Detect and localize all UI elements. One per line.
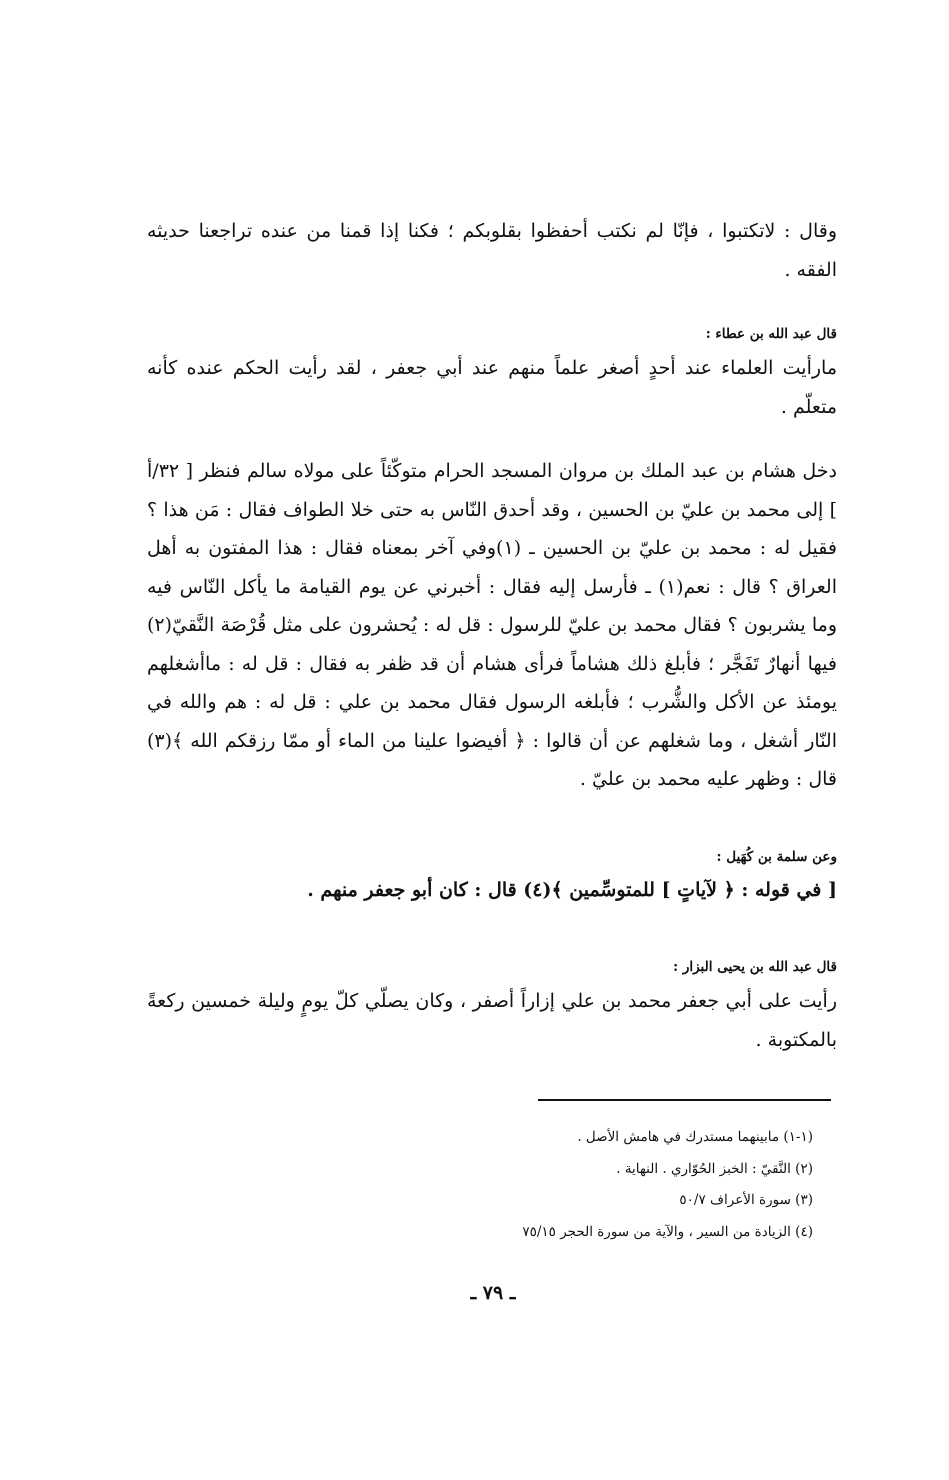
paragraph-hisham-story [147, 452, 837, 799]
section-salama [147, 846, 837, 910]
paragraph-text: دخل هشام بن عبد الملك بن مروان المسجد الحرام متوكّئاً على مولاه سالم فنظر [ ٣٢/أ ] إلى محمد بن عليّ بن الحسين ، وقد أحدق النّاس به حتى خلا الطواف فقال : مَن هذا ؟ فقيل له : محمد بن عليّ بن الحسين ـ (١)وفي آخر بمعناه فقال : هذا المفتون به أهل العراق ؟ قال : نعم(١) ـ فأرسل إليه فقال : أخبرني عن يوم القيامة ما يأكل النّاس فيه وما يشربون ؟ فقال محمد بن عليّ للرسول : قل له : يُحشرون على مثل قُرْصَة النَّقيّ(٢) فيها أنهارٌ تَفَجَّر ؛ فأبلغ ذلك هشاماً فرأى هشام أن قد ظفر به فقال : قل له : ماأشغلهم يومئذ عن الأكل والشُّرب ؛ فأبلغه الرسول فقال محمد بن علي : قل له : هم والله في النّار أشغل ، وما شغلهم عن أن قالوا : ﴿ أفيضوا علينا من الماء أو ممّا رزقكم الله ﴾(٣) قال : وظهر عليه محمد بن عليّ . [147, 460, 838, 790]
paragraph-text: [ في قوله : ﴿ لآياتٍ ] للمتوسِّمين ﴾(٤) قال : كان أبو جعفر منهم . [307, 879, 837, 901]
footnote-item: (٣) سورة الأعراف ٥٠/٧ [679, 1192, 813, 1208]
footnote-item: (١-١) مابينهما مستدرك في هامش الأصل . [577, 1129, 813, 1145]
paragraph-opening [147, 212, 837, 289]
section-bazzar [147, 956, 837, 1059]
section-heading: وعن سلمة بن كُهَيل : [716, 849, 837, 865]
section-heading: قال عبد الله بن عطاء : [705, 326, 837, 342]
footnote-item: (٤) الزيادة من السير ، والآية من سورة الحجر ٧٥/١٥ [522, 1223, 813, 1240]
paragraph-text: وقال : لاتكتبوا ، فإنّا لم نكتب أحفظوا بقلوبكم ؛ فكنا إذا قمنا من عنده تراجعنا حديثه الفقه . [147, 220, 837, 281]
paragraph-text: مارأيت العلماء عند أحدٍ أصغر علماً منهم عند أبي جعفر ، لقد رأيت الحكم عنده كأنه متعلّم . [147, 357, 837, 418]
paragraph-text: رأيت على أبي جعفر محمد بن علي إزاراً أصفر ، وكان يصلّي كلّ يومٍ وليلة خمسين ركعةً بالمكتوبة . [147, 990, 837, 1051]
footnote-divider [538, 1099, 831, 1101]
footnote-item: (٢) النَّقيّ : الخبز الحُوّاري . النهاية . [616, 1160, 813, 1177]
section-ibn-ata [147, 323, 837, 426]
section-heading: قال عبد الله بن يحيى البزار : [673, 959, 837, 975]
page-number: ـ ٧٩ ـ [470, 1282, 516, 1304]
footnotes [293, 1122, 813, 1248]
